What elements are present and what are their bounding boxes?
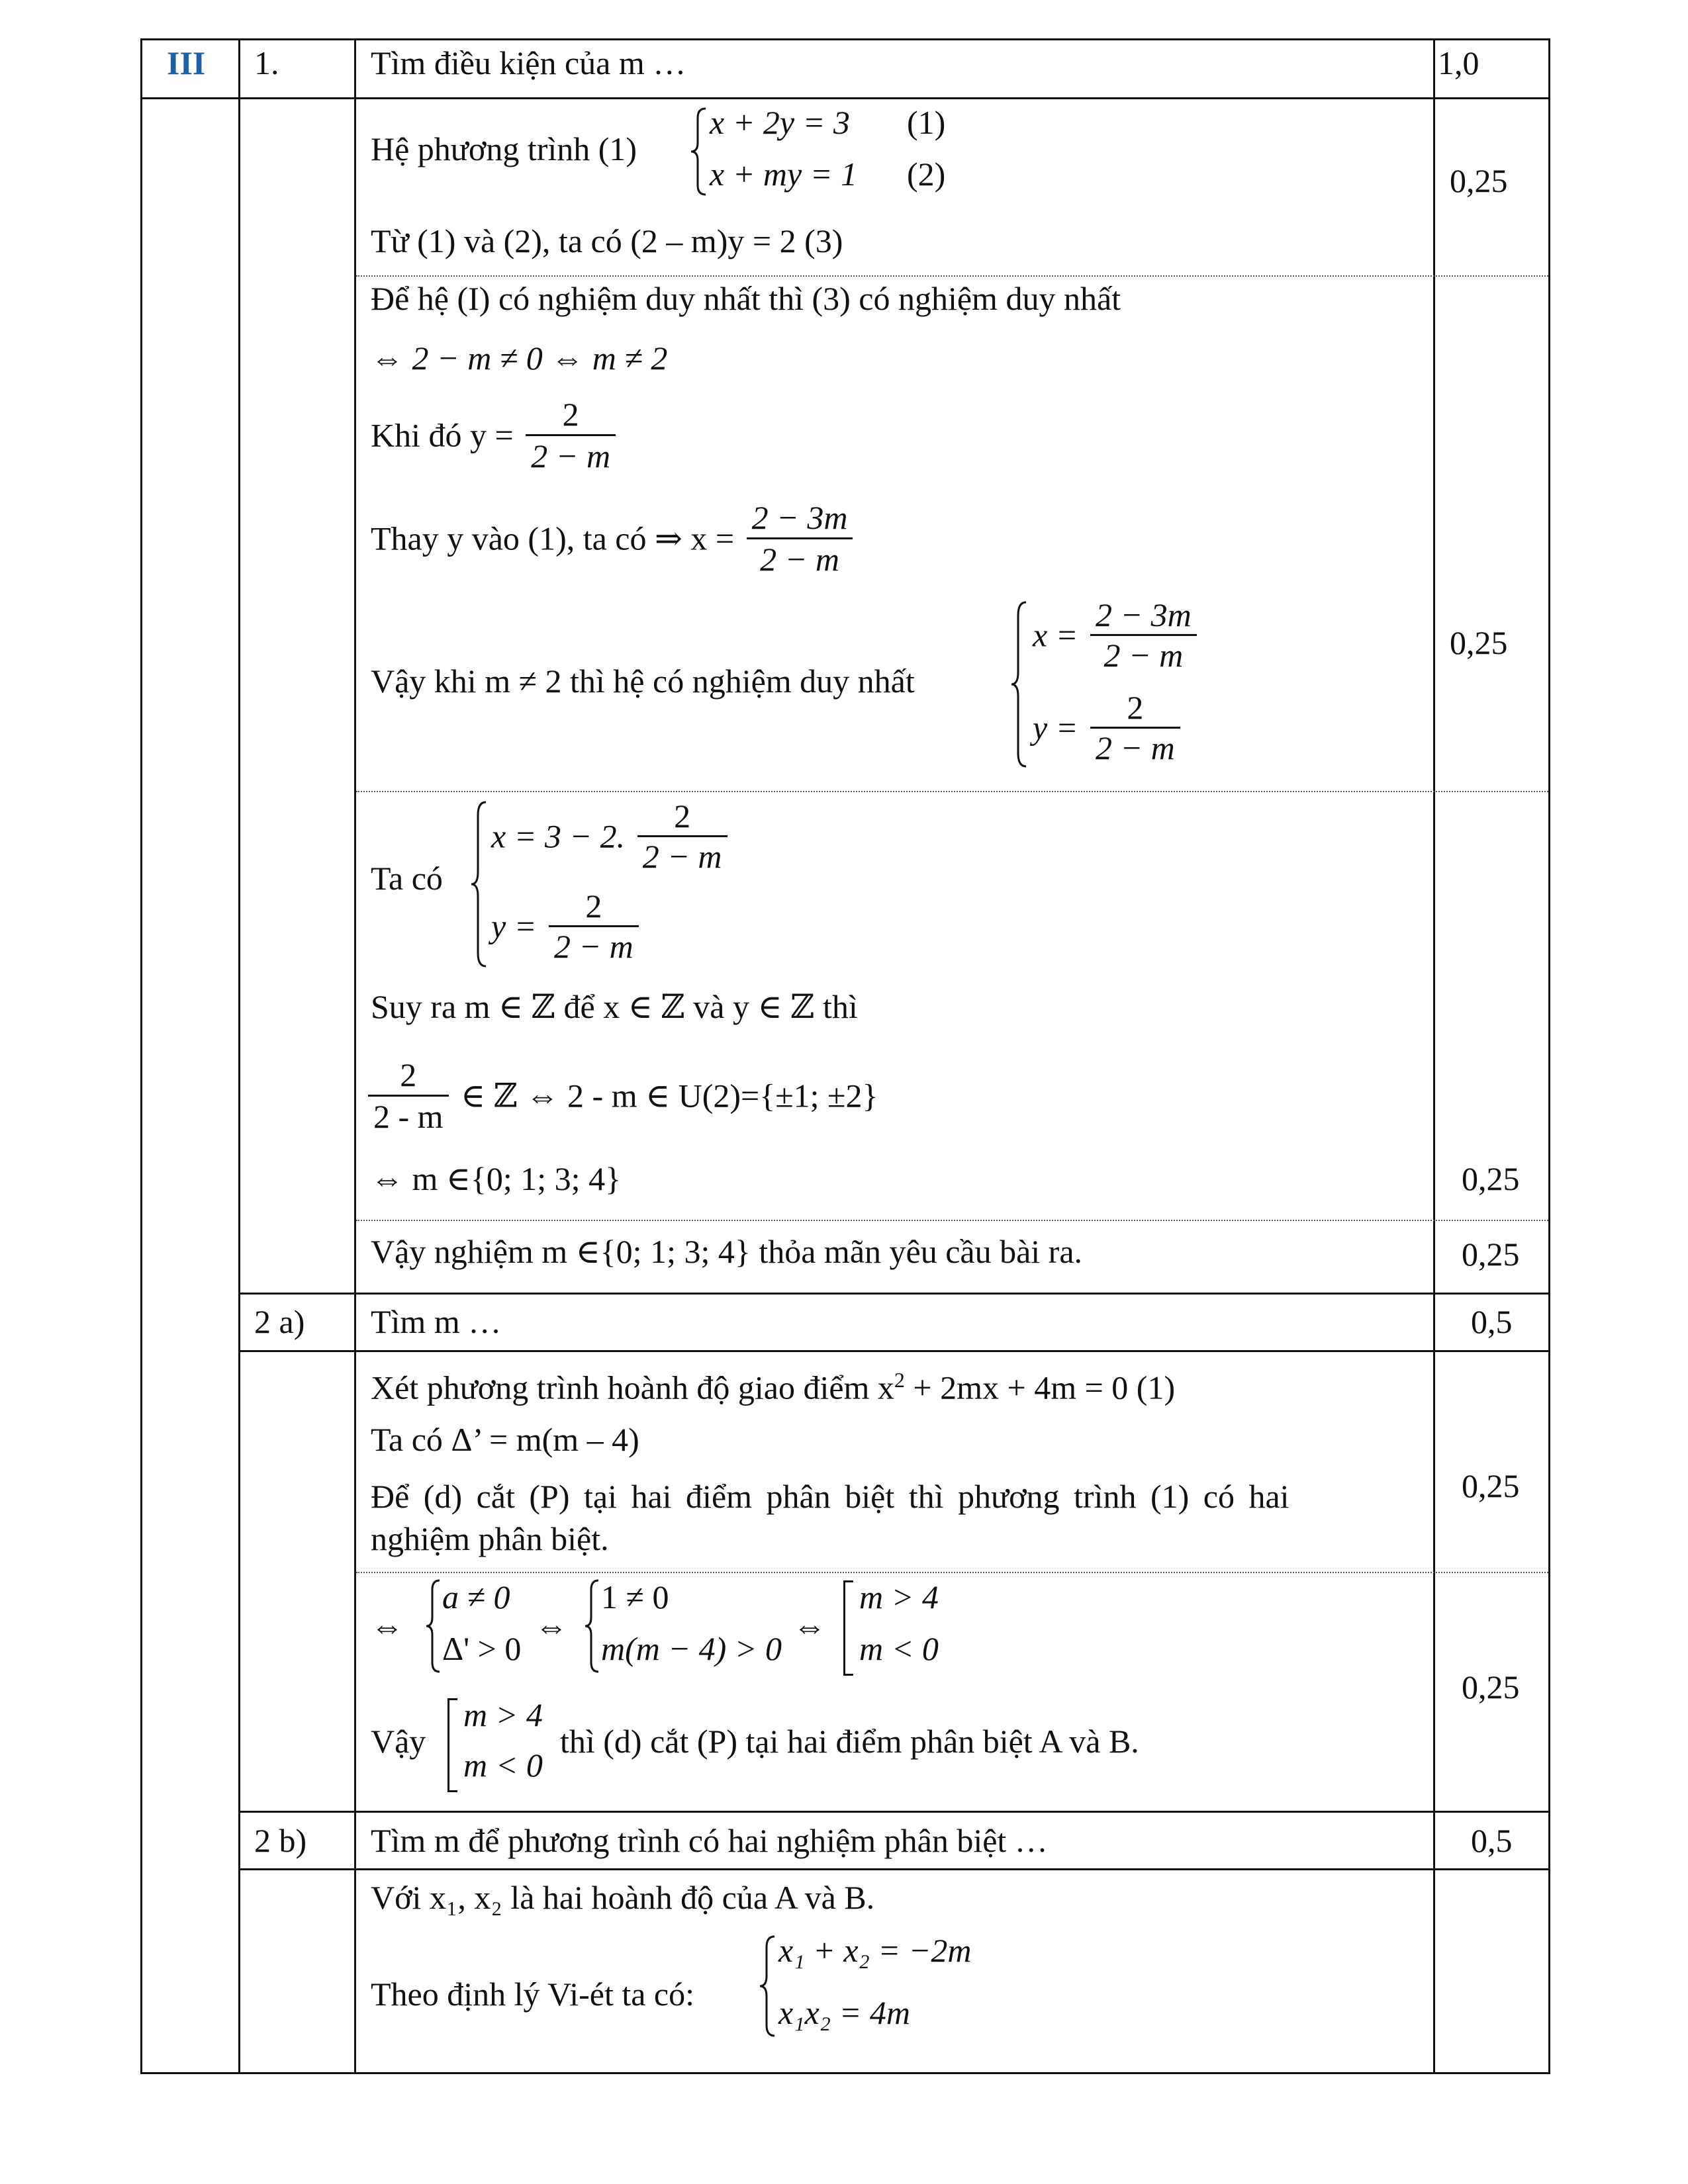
solution-y xyxy=(1033,688,1184,767)
fraction-numerator: 2 xyxy=(368,1055,449,1097)
header-title: Tìm điều kiện của m … xyxy=(371,44,686,81)
taco-x xyxy=(491,797,731,876)
solution-y-fraction xyxy=(1090,688,1180,767)
score: 0,25 xyxy=(1462,1236,1520,1273)
condition-line-1: Để (d) cắt (P) tại hai điểm phân biệt thì phương trình (1) có hai xyxy=(371,1478,1289,1515)
equivalence-arrow: ⇔ xyxy=(535,1608,568,1645)
vay-bottom: m < 0 xyxy=(463,1747,543,1784)
delta-line: Ta có Δ’ = m(m – 4) xyxy=(371,1421,639,1458)
x-fraction xyxy=(747,498,853,579)
y-fraction xyxy=(526,394,616,476)
equation-1-tag: (1) xyxy=(907,104,946,141)
system-3-bottom: m < 0 xyxy=(859,1630,939,1667)
fraction-denominator: 2 − m xyxy=(1103,637,1184,674)
fraction-denominator: 2 − m xyxy=(553,928,633,965)
left-brace-icon xyxy=(757,1934,777,2038)
dotted-separator xyxy=(356,791,1548,792)
divisor-line xyxy=(368,1055,878,1136)
equation-2-tag: (2) xyxy=(907,156,946,193)
item-label: 2 b) xyxy=(254,1822,307,1859)
intersection-pre: Xét phương trình hoành độ giao điểm x xyxy=(371,1369,894,1406)
fraction-numerator: 2 − 3m xyxy=(1090,596,1197,636)
system-3-top: m > 4 xyxy=(859,1578,939,1615)
item-label: 2 a) xyxy=(254,1303,305,1340)
vieta-product: x₁x₂ = 4m xyxy=(778,1994,910,2031)
part2b-score: 0,5 xyxy=(1471,1822,1513,1859)
intersection-post: + 2mx + 4m = 0 (1) xyxy=(904,1369,1176,1406)
solution-y-lhs: y = xyxy=(1033,709,1078,747)
equivalence-arrow: ⇔ xyxy=(793,1608,826,1645)
y-expression xyxy=(371,394,620,476)
taco-label: Ta có xyxy=(371,860,443,897)
score: 0,25 xyxy=(1450,162,1508,199)
fraction-denominator: 2 - m xyxy=(373,1098,444,1135)
column-divider-3 xyxy=(1433,38,1435,2074)
intersection-equation xyxy=(371,1359,1175,1408)
taco-y xyxy=(491,887,643,966)
column-divider-2 xyxy=(354,38,356,2074)
divisor-rest: ∈ ℤ ⇔ 2 - m ∈ U(2)={±1; ±2} xyxy=(461,1077,878,1115)
vay-label: Vậy xyxy=(371,1723,426,1760)
part2a-score: 0,5 xyxy=(1471,1303,1513,1340)
section-label: III xyxy=(167,44,206,81)
system-2-top: 1 ≠ 0 xyxy=(601,1578,669,1615)
x-expression xyxy=(371,498,857,579)
solution-x-fraction xyxy=(1090,596,1197,674)
vay-top: m > 4 xyxy=(463,1696,543,1733)
fraction-numerator: 2 xyxy=(526,394,616,436)
left-brace-icon xyxy=(469,799,489,969)
table-border-bottom xyxy=(140,2072,1550,2074)
fraction-numerator: 2 xyxy=(1090,688,1180,729)
left-brace-icon xyxy=(688,106,708,197)
vieta-sum: x₁ + x₂ = −2m xyxy=(778,1932,972,1969)
equation-2: x + my = 1 xyxy=(710,156,857,193)
solution-x-lhs: x = xyxy=(1033,616,1078,654)
fraction-numerator: 2 xyxy=(637,797,727,837)
system-intro: Hệ phương trình (1) xyxy=(371,130,637,167)
solution-x xyxy=(1033,596,1201,674)
step-3: Từ (1) và (2), ta có (2 – m)y = 2 (3) xyxy=(371,222,843,259)
taco-y-fraction xyxy=(549,887,639,966)
y-label: Khi đó y = xyxy=(371,416,514,454)
fraction-denominator: 2 − m xyxy=(642,838,722,875)
taco-x-fraction xyxy=(637,797,727,876)
score: 0,25 xyxy=(1462,1668,1520,1706)
fraction-denominator: 2 − m xyxy=(531,437,611,475)
fraction-numerator: 2 xyxy=(549,887,639,927)
exponent: 2 xyxy=(894,1368,905,1392)
row-rule xyxy=(140,97,1550,99)
final-conclusion: Vậy nghiệm m ∈{0; 1; 3; 4} thỏa mãn yêu cầu bài ra. xyxy=(371,1233,1083,1270)
equation-1: x + 2y = 3 xyxy=(710,104,850,141)
row-rule xyxy=(238,1868,1550,1870)
roots-intro: Với x₁, x₂ là hai hoành độ của A và B. xyxy=(371,1879,875,1916)
score: 0,25 xyxy=(1462,1467,1520,1504)
fraction-denominator: 2 − m xyxy=(760,541,839,578)
dotted-separator xyxy=(356,1572,1548,1573)
m-set-line: ⇔ m ∈{0; 1; 3; 4} xyxy=(371,1160,622,1197)
left-brace-icon xyxy=(583,1578,601,1674)
score: 0,25 xyxy=(1462,1160,1520,1197)
dotted-separator xyxy=(356,1220,1548,1221)
row-rule xyxy=(238,1293,1550,1295)
taco-x-lhs: x = 3 − 2. xyxy=(491,817,626,855)
table-border-right xyxy=(1548,38,1550,2074)
vieta-label: Theo định lý Vi-ét ta có: xyxy=(371,1976,695,2013)
column-divider-1 xyxy=(238,38,240,2074)
equivalence-arrow: ⇔ xyxy=(371,1608,404,1645)
part2b-title: Tìm m để phương trình có hai nghiệm phân biệt … xyxy=(371,1822,1048,1859)
table-border-top xyxy=(140,38,1550,40)
taco-y-lhs: y = xyxy=(491,907,537,945)
bracket-icon xyxy=(843,1580,853,1676)
header-score: 1,0 xyxy=(1438,44,1479,81)
fraction-numerator: 2 − 3m xyxy=(747,498,853,539)
dotted-separator xyxy=(356,275,1548,277)
left-brace-icon xyxy=(1009,600,1029,769)
equivalence-line: ⇔ 2 − m ≠ 0 ⇔ m ≠ 2 xyxy=(371,340,668,377)
item-label: 1. xyxy=(254,44,279,81)
unique-condition: Để hệ (I) có nghiệm duy nhất thì (3) có nghiệm duy nhất xyxy=(371,280,1121,317)
condition-line-2: nghiệm phân biệt. xyxy=(371,1520,609,1557)
table-border-left xyxy=(140,38,142,2074)
vay-rest: thì (d) cắt (P) tại hai điểm phân biệt A và B. xyxy=(560,1723,1139,1760)
system-2-bottom: m(m − 4) > 0 xyxy=(601,1630,782,1667)
bracket-icon xyxy=(447,1698,457,1792)
fraction-denominator: 2 − m xyxy=(1095,729,1175,766)
score: 0,25 xyxy=(1450,624,1508,661)
conclusion-label: Vậy khi m ≠ 2 thì hệ có nghiệm duy nhất xyxy=(371,662,915,700)
row-rule xyxy=(238,1811,1550,1813)
x-label: Thay y vào (1), ta có ⇒ x = xyxy=(371,520,735,557)
left-brace-icon xyxy=(424,1578,442,1674)
part2a-title: Tìm m … xyxy=(371,1303,502,1340)
divisor-fraction xyxy=(368,1055,449,1136)
system-1-top: a ≠ 0 xyxy=(442,1578,510,1615)
system-1-bottom: Δ' > 0 xyxy=(442,1630,522,1667)
row-rule xyxy=(238,1350,1550,1352)
integer-line: Suy ra m ∈ ℤ để x ∈ ℤ và y ∈ ℤ thì xyxy=(371,988,858,1025)
